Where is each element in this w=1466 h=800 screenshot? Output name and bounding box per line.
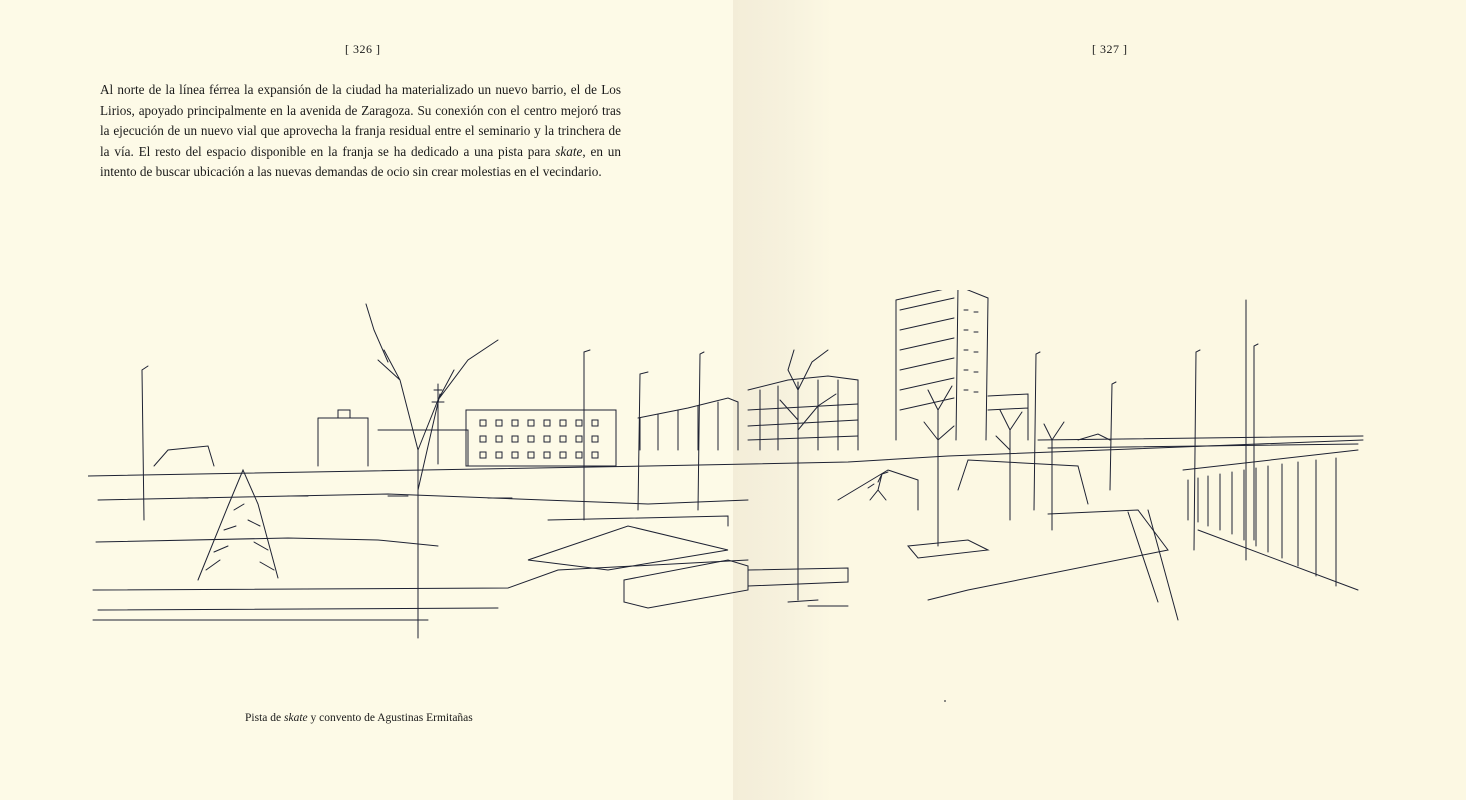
- apartment-blocks: [638, 376, 858, 450]
- sketch-midground: [98, 494, 748, 504]
- figure-caption: [245, 712, 473, 724]
- skate-park-sketch: [88, 290, 1378, 650]
- paragraph-text-end: , en un intento de buscar ubicación a las nuevas demandas de ocio sin crear molestias en el vecindario.: [100, 143, 621, 179]
- sketch-horizon: [88, 440, 1363, 476]
- sketch-lampposts: [142, 300, 1258, 560]
- page-number-right: [ 327 ]: [1092, 42, 1128, 56]
- page-mark: [944, 700, 946, 702]
- skate-ramps: [528, 460, 1178, 620]
- sketch-hedge: [198, 470, 278, 580]
- body-paragraph: [100, 80, 621, 183]
- paragraph-text-start: Al norte de la línea férrea la expansión de la ciudad ha materializado un nuevo barrio, el de Los Lirios, apoyado principalmente en la avenida de Zaragoza. Su conexión con el centro mejoró tras la ejecución de un nuevo vial que aprovecha la franja residual entre el seminario y la trinchera de la vía. El resto del espacio disponible en la franja se ha dedicado a una pista para: [100, 82, 621, 159]
- residential-tower: [896, 290, 1028, 440]
- sketch-fence: [1183, 450, 1358, 590]
- caption-text-start: Pista de: [245, 712, 284, 724]
- caption-emphasis: skate: [283, 712, 308, 724]
- page-number-left: [ 326 ]: [345, 42, 381, 56]
- convent-building: [154, 384, 616, 466]
- caption-text-end: y convento de Agustinas Ermitañas: [307, 712, 473, 724]
- paragraph-emphasis: skate: [555, 143, 583, 159]
